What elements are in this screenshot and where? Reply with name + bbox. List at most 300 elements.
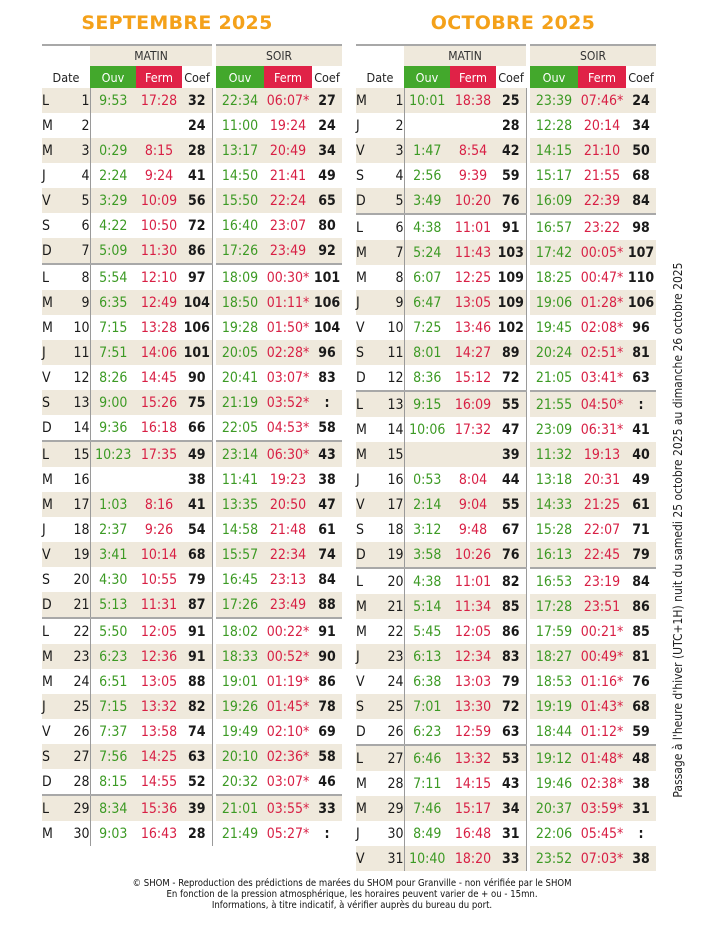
soir-ouv: 17:26 [216,592,264,618]
matin-ferm: 8:04 [458,471,488,488]
soir-ferm: 23:13 [269,571,307,588]
matin-ouv: 2:56 [413,167,442,184]
soir-ferm: 01:19* [266,673,310,690]
soir-ouv: 18:44 [535,723,573,740]
day-letter: D [356,723,366,740]
matin-ouv: 7:15 [90,694,136,719]
tide-row [356,517,656,542]
soir-ferm: 02:28* [264,340,312,365]
soir-ouv: 13:35 [216,492,264,517]
tide-row [356,594,656,619]
soir-ferm: 07:46* [578,88,626,113]
day-letter: L [42,618,70,644]
soir-ouv: 14:58 [221,521,259,538]
tide-row [356,821,656,846]
day-letter: M [356,269,367,286]
matin-ferm: 13:28 [140,319,178,336]
day-number: 30 [384,821,404,846]
soir-ouv: 23:14 [216,441,264,467]
day-number: 5 [384,188,404,214]
matin-ouv: 6:07 [413,269,442,286]
header-matin-ouv: Ouv [404,66,450,88]
soir-coef: 46 [318,773,336,790]
day-letter: M [42,673,53,690]
matin-coef: 82 [496,568,526,594]
header-soir-ferm: Ferm [578,66,626,88]
matin-coef: 104 [182,290,212,315]
matin-coef: 72 [496,365,526,391]
soir-ferm: 03:59* [578,796,626,821]
day-letter: M [356,240,384,265]
tide-row [356,290,656,315]
tide-row [42,795,342,821]
soir-ferm: 02:08* [580,319,624,336]
tide-row [356,163,656,188]
day-letter: V [42,369,51,386]
day-number: 21 [384,594,404,619]
matin-coef: 54 [182,517,212,542]
soir-ouv: 18:27 [530,644,578,669]
matin-ferm: 15:26 [136,390,182,415]
day-number: 10 [70,315,90,340]
matin-coef: 39 [496,442,526,467]
soir-ferm: 02:10* [266,723,310,740]
matin-coef: 86 [182,238,212,264]
soir-ferm: 00:05* [578,240,626,265]
matin-ouv: 4:38 [404,214,450,240]
matin-ferm: 13:03 [454,673,492,690]
matin-ferm: 18:38 [450,88,496,113]
matin-ouv: 7:56 [90,744,136,769]
day-letter: S [42,217,50,234]
tide-row [356,619,656,644]
matin-ouv [404,113,450,138]
soir-coef: : [312,390,342,415]
day-letter: M [42,492,70,517]
matin-coef: 88 [182,669,212,694]
matin-ouv: 10:40 [404,846,450,871]
day-letter: V [356,319,365,336]
matin-ouv: 5:50 [90,618,136,644]
soir-ouv: 21:19 [216,390,264,415]
day-letter: L [356,391,384,417]
tide-table-octobre [356,44,656,871]
day-letter: M [356,88,384,113]
matin-coef: 101 [182,340,212,365]
tide-row [356,542,656,568]
tide-row [42,492,342,517]
dst-note: Passage à l'heure d'hiver (UTC+1H) nuit du samedi 25 octobre 2025 au dimanche 26 octobre 2025 [671,262,685,798]
day-letter: V [42,542,70,567]
matin-ouv: 3:29 [90,188,136,213]
matin-coef: 59 [496,163,526,188]
matin-ouv: 2:24 [99,167,128,184]
soir-coef: 83 [318,369,336,386]
tide-row [42,592,342,618]
matin-ouv: 3:49 [404,188,450,214]
soir-ferm: 04:50* [578,391,626,417]
matin-ferm: 11:31 [136,592,182,618]
matin-coef: 49 [182,441,212,467]
day-letter: M [42,290,70,315]
matin-coef: 41 [182,492,212,517]
matin-ouv: 3:58 [404,542,450,568]
soir-coef: 84 [626,568,656,594]
day-number: 7 [384,240,404,265]
matin-ouv: 6:13 [404,644,450,669]
soir-coef: 58 [318,419,336,436]
matin-ouv: 1:47 [404,138,450,163]
soir-ouv: 22:06 [535,825,573,842]
day-number: 6 [384,214,404,240]
header-soir-ferm: Ferm [264,66,312,88]
soir-coef: : [324,825,330,842]
soir-ouv: 18:09 [216,264,264,290]
matin-coef: 28 [182,821,212,846]
matin-ouv: 5:09 [90,238,136,264]
matin-ouv: 7:51 [90,340,136,365]
matin-ouv: 3:12 [413,521,442,538]
soir-coef: 101 [312,264,342,290]
matin-ferm: 16:48 [454,825,492,842]
day-letter: S [356,340,384,365]
soir-ouv: 19:46 [535,775,573,792]
tide-row [356,188,656,214]
soir-coef: 71 [632,521,650,538]
tide-row [42,542,342,567]
matin-ferm: 11:43 [450,240,496,265]
header-matin-coef: Coef [498,69,524,85]
tide-row [356,745,656,771]
matin-ouv: 8:01 [404,340,450,365]
soir-coef: 59 [632,723,650,740]
day-letter: D [42,238,70,264]
soir-ouv: 19:45 [535,319,573,336]
matin-ferm: 17:35 [136,441,182,467]
matin-ferm [136,467,182,492]
day-number: 14 [384,417,404,442]
day-letter: V [356,492,384,517]
matin-ferm: 8:54 [450,138,496,163]
soir-ferm: 23:19 [578,568,626,594]
tide-row [42,390,342,415]
matin-coef: 47 [496,417,526,442]
matin-ouv: 7:11 [413,775,442,792]
header-matin-ferm: Ferm [450,66,496,88]
matin-ferm: 14:25 [136,744,182,769]
soir-ferm: 02:36* [264,744,312,769]
tide-row [42,113,342,138]
day-letter: M [356,594,384,619]
header-soir: SOIR [530,45,656,66]
tide-row [42,618,342,644]
matin-ouv: 7:01 [404,694,450,719]
matin-ferm: 12:05 [136,618,182,644]
day-number: 2 [70,113,90,138]
day-letter: M [356,796,384,821]
tide-row [356,846,656,871]
soir-coef: 78 [312,694,342,719]
soir-coef: 92 [312,238,342,264]
matin-ouv: 9:53 [90,88,136,113]
soir-ouv: 17:26 [216,238,264,264]
matin-ferm: 14:27 [450,340,496,365]
soir-coef: 68 [632,167,650,184]
soir-ouv: 13:17 [216,138,264,163]
day-number: 22 [70,618,90,644]
soir-ouv: 14:15 [530,138,578,163]
soir-ouv: 20:41 [221,369,259,386]
matin-ouv: 6:51 [99,673,128,690]
matin-ferm: 10:20 [450,188,496,214]
day-letter: L [42,441,70,467]
day-number: 17 [70,492,90,517]
matin-coef: 63 [496,719,526,745]
tide-row [356,315,656,340]
day-letter: L [42,264,70,290]
day-number: 1 [70,88,90,113]
soir-coef: 80 [318,217,336,234]
soir-ferm: 00:47* [580,269,624,286]
soir-coef: 40 [626,442,656,467]
matin-ferm: 10:50 [140,217,178,234]
day-letter: J [42,340,70,365]
tide-row [356,467,656,492]
matin-coef: 63 [182,744,212,769]
day-letter: S [42,571,50,588]
matin-ferm: 15:17 [450,796,496,821]
matin-coef: 28 [496,113,526,138]
header-soir-coef: Coef [314,69,340,85]
matin-coef: 44 [496,467,526,492]
matin-ferm: 13:05 [140,673,178,690]
soir-coef: 74 [312,542,342,567]
tide-row [356,391,656,417]
matin-ouv: 7:25 [413,319,442,336]
header-matin-coef: Coef [184,69,210,85]
soir-coef: 90 [312,644,342,669]
soir-ferm: 20:14 [583,117,621,134]
matin-ouv: 6:35 [90,290,136,315]
tide-row [356,340,656,365]
footer-info-note: Informations, à titre indicatif, à vérifier auprès du bureau du port. [211,900,493,911]
soir-ferm: 05:45* [580,825,624,842]
day-letter: L [42,88,70,113]
day-letter: M [42,825,53,842]
day-letter: J [42,694,70,719]
soir-ouv: 21:49 [221,825,259,842]
matin-ferm: 10:55 [140,571,178,588]
matin-ouv: 4:22 [99,217,128,234]
matin-ferm: 11:01 [450,214,496,240]
day-number: 14 [70,415,90,441]
header-soir-coef: Coef [628,69,654,85]
matin-ferm: 14:45 [140,369,178,386]
day-letter: D [42,419,52,436]
day-number: 4 [70,163,90,188]
day-letter: D [42,592,70,618]
day-number: 25 [384,694,404,719]
matin-coef: 24 [182,113,212,138]
soir-ferm: 03:07* [266,773,310,790]
soir-ouv: 15:17 [535,167,573,184]
soir-ferm: 06:07* [264,88,312,113]
day-number: 2 [384,113,404,138]
tide-row [42,238,342,264]
soir-ferm: 01:50* [266,319,310,336]
soir-coef: 33 [312,795,342,821]
header-date: Date [366,69,394,85]
matin-coef: 34 [496,796,526,821]
day-letter: L [356,214,384,240]
soir-ouv: 11:00 [221,117,259,134]
soir-ouv: 19:28 [221,319,259,336]
soir-ouv: 21:01 [216,795,264,821]
day-number: 29 [70,795,90,821]
matin-coef: 72 [496,694,526,719]
matin-ouv [90,113,136,138]
matin-ouv: 6:46 [404,745,450,771]
soir-coef: 110 [627,269,655,286]
soir-coef: 34 [632,117,650,134]
matin-ferm: 10:14 [136,542,182,567]
soir-ouv: 13:18 [535,471,573,488]
day-letter: M [356,775,367,792]
matin-coef: 41 [182,163,212,188]
footer [0,878,704,911]
matin-coef: 109 [496,265,526,290]
day-number: 16 [384,467,404,492]
day-number: 16 [70,467,90,492]
soir-ouv: 20:10 [216,744,264,769]
soir-coef: 88 [312,592,342,618]
soir-ferm: 05:27* [266,825,310,842]
day-number: 26 [70,719,90,744]
day-letter: V [356,673,365,690]
soir-coef: 24 [626,88,656,113]
soir-ouv: 16:09 [530,188,578,214]
tide-row [42,88,342,113]
soir-coef: 43 [312,441,342,467]
soir-ferm: 00:30* [264,264,312,290]
day-number: 19 [70,542,90,567]
tide-row [42,669,342,694]
day-letter: M [356,421,367,438]
matin-ferm: 13:32 [136,694,182,719]
matin-coef: 67 [496,517,526,542]
day-number: 12 [70,365,90,390]
matin-ferm: 12:10 [136,264,182,290]
day-letter: J [356,290,384,315]
matin-ouv: 6:47 [404,290,450,315]
soir-ouv: 17:59 [535,623,573,640]
day-letter: L [356,745,384,771]
header-soir: SOIR [216,45,342,66]
matin-ferm [136,113,182,138]
day-number: 4 [384,163,404,188]
soir-ferm: 22:24 [264,188,312,213]
soir-ferm: 00:22* [264,618,312,644]
tide-row [356,138,656,163]
matin-coef: 53 [496,745,526,771]
tide-row [356,694,656,719]
matin-coef: 28 [182,138,212,163]
soir-coef: 81 [626,340,656,365]
matin-ouv: 5:45 [413,623,442,640]
tide-row [42,315,342,340]
soir-ouv: 19:49 [221,723,259,740]
matin-coef: 75 [182,390,212,415]
soir-ferm: 03:41* [580,369,624,386]
matin-coef: 85 [496,594,526,619]
soir-ouv: 19:26 [216,694,264,719]
matin-ouv: 2:37 [99,521,128,538]
matin-coef: 83 [496,644,526,669]
soir-ferm: 04:53* [266,419,310,436]
day-number: 27 [384,745,404,771]
soir-ouv: 19:19 [530,694,578,719]
matin-coef: 56 [182,188,212,213]
day-number: 1 [384,88,404,113]
tide-row [42,290,342,315]
soir-ouv: 22:05 [221,419,259,436]
soir-ouv: 20:37 [530,796,578,821]
soir-ouv: 17:28 [530,594,578,619]
matin-ouv: 3:41 [90,542,136,567]
soir-ouv: 11:41 [221,471,259,488]
matin-ouv: 6:23 [90,644,136,669]
tide-row [42,188,342,213]
soir-ferm: 23:49 [264,592,312,618]
matin-ferm: 14:15 [454,775,492,792]
soir-ouv: 18:53 [535,673,573,690]
matin-coef: 106 [182,315,212,340]
day-number: 13 [70,390,90,415]
day-letter: V [42,188,70,213]
soir-ferm: 01:48* [578,745,626,771]
matin-ferm: 16:43 [140,825,178,842]
day-number: 26 [384,719,404,745]
tide-row [42,744,342,769]
soir-coef: 41 [632,421,650,438]
matin-ouv: 6:23 [413,723,442,740]
day-number: 27 [70,744,90,769]
matin-coef: 25 [496,88,526,113]
matin-coef: 31 [496,821,526,846]
matin-ouv: 10:23 [90,441,136,467]
matin-coef: 79 [496,669,526,694]
day-number: 23 [70,644,90,669]
matin-ferm: 8:16 [136,492,182,517]
day-number: 17 [384,492,404,517]
footer-pressure-note: En fonction de la pression atmosphérique, les horaires peuvent varier de + ou - 15mn. [166,889,538,900]
soir-ferm: 19:13 [578,442,626,467]
matin-ouv: 5:14 [404,594,450,619]
soir-coef: 106 [626,290,656,315]
matin-ferm: 12:59 [454,723,492,740]
tide-row [356,796,656,821]
soir-ferm: 03:07* [266,369,310,386]
day-number: 25 [70,694,90,719]
matin-ferm: 13:30 [450,694,496,719]
day-number: 12 [384,365,404,391]
soir-ferm: 01:43* [578,694,626,719]
soir-ferm: 21:48 [269,521,307,538]
day-number: 28 [70,769,90,795]
day-number: 7 [70,238,90,264]
day-number: 19 [384,542,404,568]
day-number: 11 [384,340,404,365]
